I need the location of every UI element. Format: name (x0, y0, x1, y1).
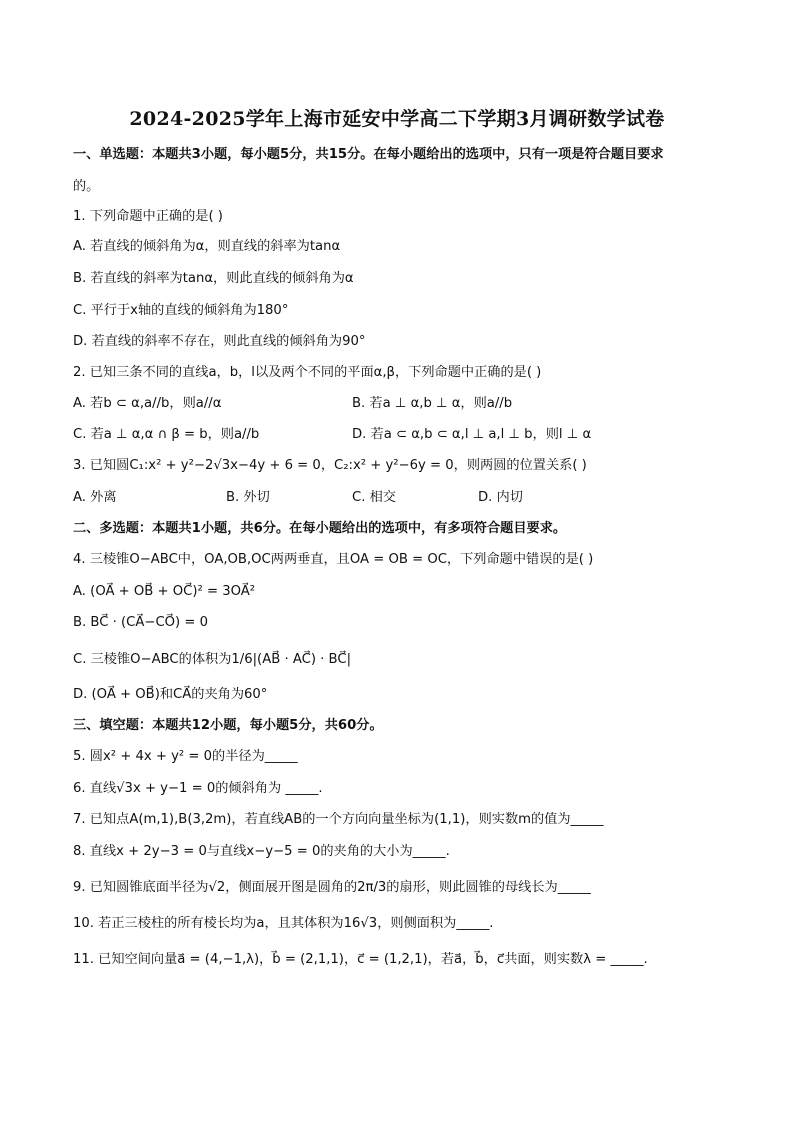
q1-option-a: A. 若直线的倾斜角为α，则直线的斜率为tanα (73, 239, 341, 254)
exam-title: 2024-2025学年上海市延安中学高二下学期3月调研数学试卷 (129, 108, 665, 130)
q3-option-d: D. 内切 (478, 490, 523, 505)
q8: 8. 直线x + 2y−3 = 0与直线x−y−5 = 0的夹角的大小为_____. (73, 844, 450, 859)
q1-option-c: C. 平行于x轴的直线的倾斜角为180° (73, 303, 289, 318)
q1-option-d: D. 若直线的斜率不存在，则此直线的倾斜角为90° (73, 334, 366, 349)
section3-header: 三、填空题：本题共12小题，每小题5分，共60分。 (73, 718, 383, 733)
section1-header-cont: 的。 (73, 179, 100, 194)
q5: 5. 圆x² + 4x + y² = 0的半径为_____ (73, 749, 298, 764)
q4-option-b: B. BC⃗ · (CA⃗−CO⃗) = 0 (73, 615, 209, 630)
q11: 11. 已知空间向量a⃗ = (4,−1,λ)，b⃗ = (2,1,1)，c⃗ = (1,2,1)，若a⃗，b⃗，c⃗共面，则实数λ = _____. (73, 952, 648, 967)
q2-option-b: B. 若a ⊥ α,b ⊥ α，则a//b (352, 396, 513, 411)
q3-stem: 3. 已知圆C₁:x² + y²−2√3x−4y + 6 = 0，C₂:x² + y²−6y = 0，则两圆的位置关系( ) (73, 458, 587, 473)
q2-option-a: A. 若b ⊂ α,a//b，则a//α (73, 396, 222, 411)
q10: 10. 若正三棱柱的所有棱长均为a，且其体积为16√3，则侧面积为_____. (73, 916, 494, 931)
q9: 9. 已知圆锥底面半径为√2，侧面展开图是圆角的2π/3的扇形，则此圆锥的母线长为_____ (73, 880, 591, 895)
q3-option-c: C. 相交 (352, 490, 396, 505)
q2-option-c: C. 若a ⊥ α,α ∩ β = b，则a//b (73, 427, 260, 442)
q4-option-a: A. (OA⃗ + OB⃗ + OC⃗)² = 3OA⃗² (73, 584, 256, 599)
q3-option-b: B. 外切 (226, 490, 270, 505)
q1-stem: 1. 下列命题中正确的是( ) (73, 209, 223, 224)
section2-header: 二、多选题：本题共1小题，共6分。在每小题给出的选项中，有多项符合题目要求。 (73, 521, 567, 536)
q2-stem: 2. 已知三条不同的直线a，b，l以及两个不同的平面α,β，下列命题中正确的是( ) (73, 365, 542, 380)
q4-option-c: C. 三棱锥O−ABC的体积为1/6|(AB⃗ · AC⃗) · BC⃗| (73, 652, 352, 667)
q6: 6. 直线√3x + y−1 = 0的倾斜角为 _____. (73, 781, 323, 796)
q4-option-d: D. (OA⃗ + OB⃗)和CA⃗的夹角为60° (73, 687, 268, 702)
q2-option-d: D. 若a ⊂ α,b ⊂ α,l ⊥ a,l ⊥ b，则l ⊥ α (352, 427, 592, 442)
q3-option-a: A. 外离 (73, 490, 117, 505)
q7: 7. 已知点A(m,1),B(3,2m)，若直线AB的一个方向向量坐标为(1,1)，则实数m的值为_____ (73, 812, 604, 827)
q1-option-b: B. 若直线的斜率为tanα，则此直线的倾斜角为α (73, 271, 354, 286)
q4-stem: 4. 三棱锥O−ABC中，OA,OB,OC两两垂直，且OA = OB = OC，下列命题中错误的是( ) (73, 552, 594, 567)
section1-header: 一、单选题：本题共3小题，每小题5分，共15分。在每小题给出的选项中，只有一项是符合题目要求 (73, 147, 664, 162)
